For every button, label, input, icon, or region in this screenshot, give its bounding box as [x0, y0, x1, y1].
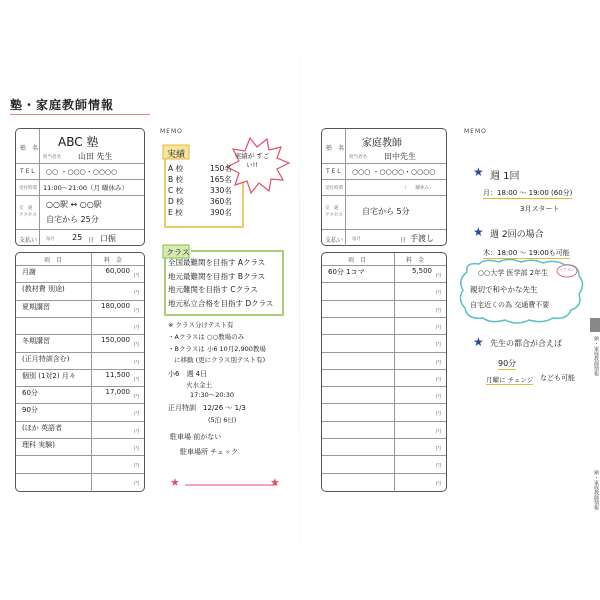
change-mins: 90分 [498, 359, 517, 368]
star-icon: ★ [473, 335, 484, 349]
fee-row-divider [322, 403, 446, 404]
yen-unit: 円 [436, 290, 442, 297]
yen-unit: 円 [134, 376, 140, 383]
yen-unit: 円 [436, 376, 442, 383]
fee-row-divider [16, 300, 144, 301]
pay-day: 25 [72, 233, 83, 242]
yen-unit: 円 [436, 359, 442, 366]
yen-unit: 円 [134, 273, 140, 279]
row-divider [322, 163, 446, 164]
fee-row-divider [322, 265, 446, 266]
week1-time: 月：18:00 〜 19:00 (60分) [483, 189, 573, 197]
yen-unit: 円 [134, 411, 140, 418]
memo-note: ・Aクラスは ○○教場のみ [168, 333, 245, 341]
memo-note: (5泊 6日) [208, 416, 237, 424]
label-access: 交 通 アクセス [325, 206, 343, 218]
fee-row-divider [16, 369, 144, 370]
school-count: 330名 [210, 186, 232, 195]
label-tutor-name: 塾 名 [326, 145, 345, 152]
school-name: B 校 [168, 175, 184, 184]
week2-time: 木：18:00 〜 19:00も可能 [483, 249, 570, 257]
fee-row-divider [16, 317, 144, 318]
memo-label-left: MEMO [160, 128, 183, 135]
tutor-fee-table [321, 252, 447, 492]
school-count: 165名 [210, 175, 232, 184]
memo-label-right: MEMO [464, 128, 487, 135]
index-tab-text: 塾・家庭教師情報 [593, 336, 599, 376]
yen-unit: 円 [134, 290, 140, 297]
class-item: 地元最難関を目指す Bクラス [168, 271, 266, 281]
memo-note: ・Bクラスは 小6 10月2,900教場 [168, 345, 266, 353]
memo-note: ※ クラス分けテスト有 [168, 321, 234, 329]
yen-unit: 円 [436, 342, 442, 349]
yen-unit: 円 [436, 463, 442, 470]
label-maitsuki: 毎月 [46, 237, 55, 242]
school-row [168, 163, 248, 174]
tutor-pay-method: 手渡し [410, 234, 434, 243]
tantou-name: 山田 先生 [78, 152, 113, 161]
fee-price: 150,000 [101, 336, 130, 345]
fee-header-price: 料 金 [406, 257, 425, 264]
memo-note: に移動 (更にクラス別テスト有) [174, 356, 266, 364]
tutor-tel: ○○○ ・○○○○・○○○○ [352, 168, 436, 176]
jisseki-badge-text: 実績が すごい!! [234, 152, 270, 169]
bubble-line-1: ○○大学 医学部 2年生 [478, 269, 549, 277]
label-shiharai: 支払い [19, 237, 38, 244]
star-icon: ★ [473, 165, 484, 179]
school-name: C 校 [168, 186, 184, 195]
yen-unit: 円 [436, 411, 442, 418]
school-row [168, 185, 248, 196]
fee-item: 冬期講習 [22, 337, 50, 346]
fee-row-divider [16, 352, 144, 353]
label-yasumi: （ 曜休み） [402, 186, 434, 191]
fee-price: 5,500 [411, 267, 432, 275]
row-divider [16, 179, 144, 180]
fee-row-divider [322, 473, 446, 474]
fee-header-price: 料 金 [104, 257, 123, 264]
star-icon: ★ [270, 476, 280, 489]
change-day: 月曜に チェンジ [486, 376, 534, 384]
star-icon: ★ [473, 225, 484, 239]
fee-item: 理科 実験) [22, 441, 55, 449]
fee-row-divider [16, 421, 144, 422]
fee-price: 60,000 [105, 267, 130, 275]
yen-unit: 円 [134, 342, 140, 349]
title-underline [10, 114, 150, 115]
fee-row-divider [322, 282, 446, 283]
tutor-name: 家庭教師 [362, 138, 402, 149]
change-note: なども可能 [540, 374, 575, 382]
change-title: 先生の都合が合えば [490, 339, 562, 348]
jisseki-title: 実績 [167, 150, 186, 160]
row-divider [16, 195, 144, 196]
yen-unit: 円 [436, 480, 442, 487]
fee-row-divider [322, 300, 446, 301]
fee-row-divider [322, 455, 446, 456]
fee-item: 60分 [22, 389, 38, 398]
fee-row-divider [16, 386, 144, 387]
yen-unit: 円 [436, 307, 442, 314]
memo-note: 駐車場 前がない [170, 433, 222, 441]
fee-row-divider [322, 421, 446, 422]
yen-unit: 円 [134, 394, 140, 401]
label-tantou: 担当者名 [43, 155, 61, 160]
pay-method: 口振 [100, 234, 116, 243]
hours-value: 11:00〜21:00（月 曜休み） [43, 184, 129, 192]
label-tantou: 担当者名 [349, 155, 367, 160]
fee-row-divider [322, 352, 446, 353]
access-line-1: ○○駅 ↔ ○○駅 [46, 200, 102, 209]
school-count: 390名 [210, 208, 232, 217]
yen-unit: 円 [436, 324, 442, 331]
memo-note: 火水金土 [186, 381, 212, 389]
index-tab [590, 318, 600, 332]
memo-note: 駐車場所 チェック [180, 448, 239, 456]
week2-title: 週 2回の場合 [490, 230, 544, 240]
fee-item: 90分 [22, 406, 38, 415]
juku-fee-table [15, 252, 145, 492]
ikemen-badge-text: イケメン [559, 267, 575, 272]
fee-price: 17,000 [105, 388, 130, 397]
bubble-line-2: 親切で和やかな先生 [470, 285, 538, 294]
page-title: 塾・家庭教師情報 [10, 98, 115, 112]
star-icon: ★ [170, 476, 180, 489]
school-name: D 校 [168, 197, 184, 206]
school-count: 360名 [210, 197, 232, 206]
row-divider [322, 195, 446, 196]
fee-row-divider [16, 265, 144, 266]
memo-note: 正月特訓 12/26 〜 1/3 [168, 404, 246, 412]
fee-row-divider [16, 334, 144, 335]
yen-unit: 円 [134, 359, 140, 366]
fee-item: 夏期講習 [22, 302, 50, 311]
fee-item: 60分 1コマ [328, 268, 365, 276]
fee-row-divider [16, 282, 144, 283]
label-day-unit: 日 [88, 237, 95, 244]
fee-item: (教材費 別途) [22, 285, 65, 294]
tutor-access: 自宅から 5分 [362, 207, 410, 216]
yen-unit: 円 [436, 273, 442, 279]
fee-header-item: 項 目 [348, 257, 367, 264]
label-shiharai: 支払い [325, 237, 344, 244]
yen-unit: 円 [134, 428, 140, 435]
fee-item: (ほか 英語者 [22, 423, 62, 432]
school-row [168, 207, 248, 218]
fee-row-divider [16, 455, 144, 456]
index-tab-text-bottom: 塾・家庭教師情報 [593, 470, 599, 510]
fee-row-divider [322, 369, 446, 370]
row-divider [322, 179, 446, 180]
school-name: E 校 [168, 208, 183, 217]
yen-unit: 円 [134, 463, 140, 470]
yen-unit: 円 [436, 394, 442, 401]
juku-name: ABC 塾 [58, 135, 99, 149]
class-item: 地元難関を目指す Cクラス [168, 285, 258, 294]
school-row [168, 174, 248, 185]
fee-price: 11,500 [105, 370, 130, 379]
yen-unit: 円 [134, 324, 140, 331]
fee-row-divider [16, 438, 144, 439]
label-uketsuke: 受付時間 [19, 186, 37, 191]
week1-title: 週 1回 [490, 171, 520, 182]
memo-note: 小6 週 4日 [168, 370, 208, 378]
yen-unit: 円 [436, 428, 442, 435]
tutor-tantou: 田中先生 [384, 152, 416, 161]
label-uketsuke: 受付時間 [325, 186, 343, 191]
class-item: 地元私立合格を目指す Dクラス [168, 298, 274, 308]
tel-value: ○○ ・○○○・○○○○ [46, 168, 118, 176]
juku-info-box [15, 128, 145, 246]
fee-row-divider [16, 473, 144, 474]
yen-unit: 円 [134, 480, 140, 487]
label-tel: T E L [20, 168, 35, 175]
memo-note: 17:30〜20:30 [190, 391, 234, 399]
school-name: A 校 [168, 164, 184, 173]
class-item: 全国最難関を目指す Aクラス [168, 258, 266, 267]
tutor-info-box [321, 128, 447, 246]
yen-unit: 円 [134, 307, 140, 314]
fee-row-divider [16, 403, 144, 404]
page-fold [299, 0, 300, 600]
col-divider [345, 129, 346, 246]
row-divider [322, 229, 446, 230]
fee-row-divider [322, 317, 446, 318]
label-day-unit: 日 [400, 237, 407, 244]
fee-row-divider [322, 386, 446, 387]
fee-price: 180,000 [101, 301, 130, 310]
fee-item: 個別 (1対2) 月々 [22, 371, 76, 380]
row-divider [16, 229, 144, 230]
label-tel: T E L [326, 168, 341, 175]
fee-header-item: 項 目 [44, 257, 63, 264]
label-access: 交 通 アクセス [19, 206, 37, 218]
row-divider [16, 163, 144, 164]
label-juku-name: 塾 名 [20, 145, 39, 152]
access-line-2: 自宅から 25分 [46, 215, 99, 224]
school-row [168, 196, 248, 207]
col-divider [39, 129, 40, 246]
fee-item: (正月特訓含む) [22, 354, 70, 363]
label-maitsuki: 毎月 [352, 237, 361, 242]
class-title: クラス [166, 248, 190, 257]
week1-start: 3月スタート [520, 205, 560, 213]
fee-item: 月謝 [22, 268, 36, 276]
bubble-line-3: 自宅近くの為 交通費不要 [470, 301, 550, 309]
yen-unit: 円 [436, 446, 442, 452]
school-count: 150名 [210, 164, 232, 173]
yen-unit: 円 [134, 446, 140, 452]
fee-row-divider [322, 334, 446, 335]
fee-row-divider [322, 438, 446, 439]
